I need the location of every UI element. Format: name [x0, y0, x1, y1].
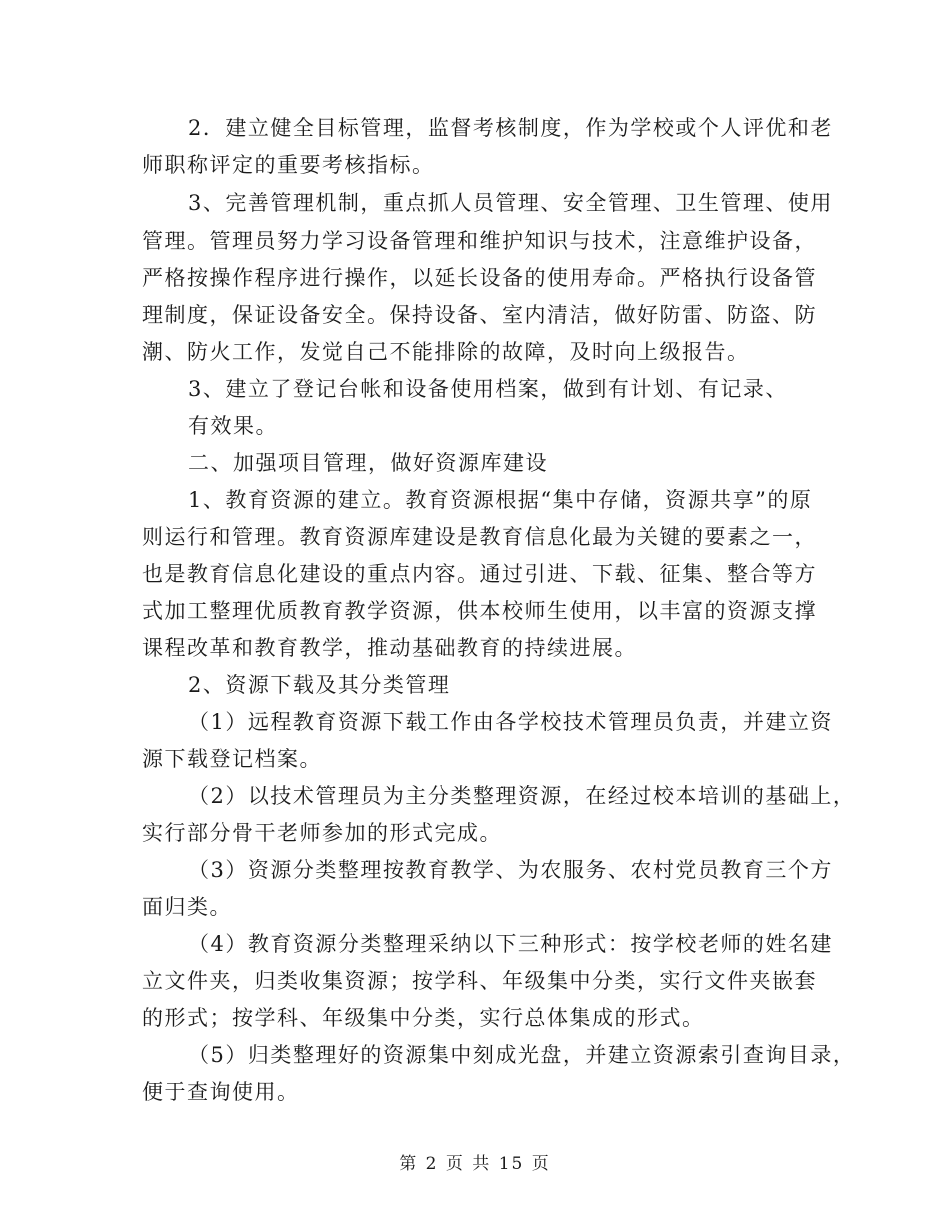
- paragraph-line: 课程改革和教育教学，推动基础教育的持续进展。: [142, 636, 637, 660]
- paragraph-line: 实行部分骨干老师参加的形式完成。: [142, 821, 502, 845]
- paragraph-line: 立文件夹，归类收集资源；按学科、年级集中分类，实行文件夹嵌套: [142, 969, 817, 993]
- paragraph-line: 严格按操作程序进行操作，以延长设备的使用寿命。严格执行设备管: [142, 266, 817, 290]
- page-number-footer: 第 2 页 共 15 页: [399, 1154, 551, 1174]
- paragraph-line: 1、教育资源的建立。教育资源根据“集中存储，资源共享”的原: [188, 488, 813, 512]
- paragraph-line: 面归类。: [142, 895, 232, 919]
- paragraph-line: 便于查询使用。: [142, 1080, 300, 1104]
- paragraph-line: （5）归类整理好的资源集中刻成光盘，并建立资源索引查询目录，: [188, 1043, 856, 1067]
- paragraph-line: （1）远程教育资源下载工作由各学校技术管理员负责，并建立资: [188, 710, 833, 734]
- paragraph-line: 3、完善管理机制，重点抓人员管理、安全管理、卫生管理、使用: [188, 191, 833, 215]
- paragraph-line: 3、建立了登记台帐和设备使用档案，做到有计划、有记录、: [188, 377, 788, 401]
- paragraph-line: 师职称评定的重要考核指标。: [142, 153, 435, 177]
- paragraph-line: （2）以技术管理员为主分类整理资源，在经过校本培训的基础上，: [188, 784, 856, 808]
- section-heading: 二、加强项目管理，做好资源库建设: [188, 451, 548, 475]
- paragraph-line: 理制度，保证设备安全。保持设备、室内清洁，做好防雷、防盗、防: [142, 303, 817, 327]
- paragraph-line: 则运行和管理。教育资源库建设是教育信息化最为关键的要素之一，: [142, 525, 817, 549]
- subsection-heading: 2、资源下载及其分类管理: [188, 673, 451, 697]
- paragraph-line: 2．建立健全目标管理，监督考核制度，作为学校或个人评优和老: [188, 116, 833, 140]
- paragraph-line: 源下载登记档案。: [142, 747, 322, 771]
- paragraph-line: 式加工整理优质教育教学资源，供本校师生使用，以丰富的资源支撑: [142, 599, 817, 623]
- paragraph-line: 的形式；按学科、年级集中分类，实行总体集成的形式。: [142, 1006, 705, 1030]
- paragraph-line: 潮、防火工作，发觉自己不能排除的故障，及时向上级报告。: [142, 340, 750, 364]
- paragraph-line: 有效果。: [188, 414, 278, 438]
- paragraph-line: 管理。管理员努力学习设备管理和维护知识与技术，注意维护设备，: [142, 229, 817, 253]
- paragraph-line: 也是教育信息化建设的重点内容。通过引进、下载、征集、整合等方: [142, 562, 817, 586]
- paragraph-line: （4）教育资源分类整理采纳以下三种形式：按学校老师的姓名建: [188, 932, 833, 956]
- paragraph-line: （3）资源分类整理按教育教学、为农服务、农村党员教育三个方: [188, 858, 833, 882]
